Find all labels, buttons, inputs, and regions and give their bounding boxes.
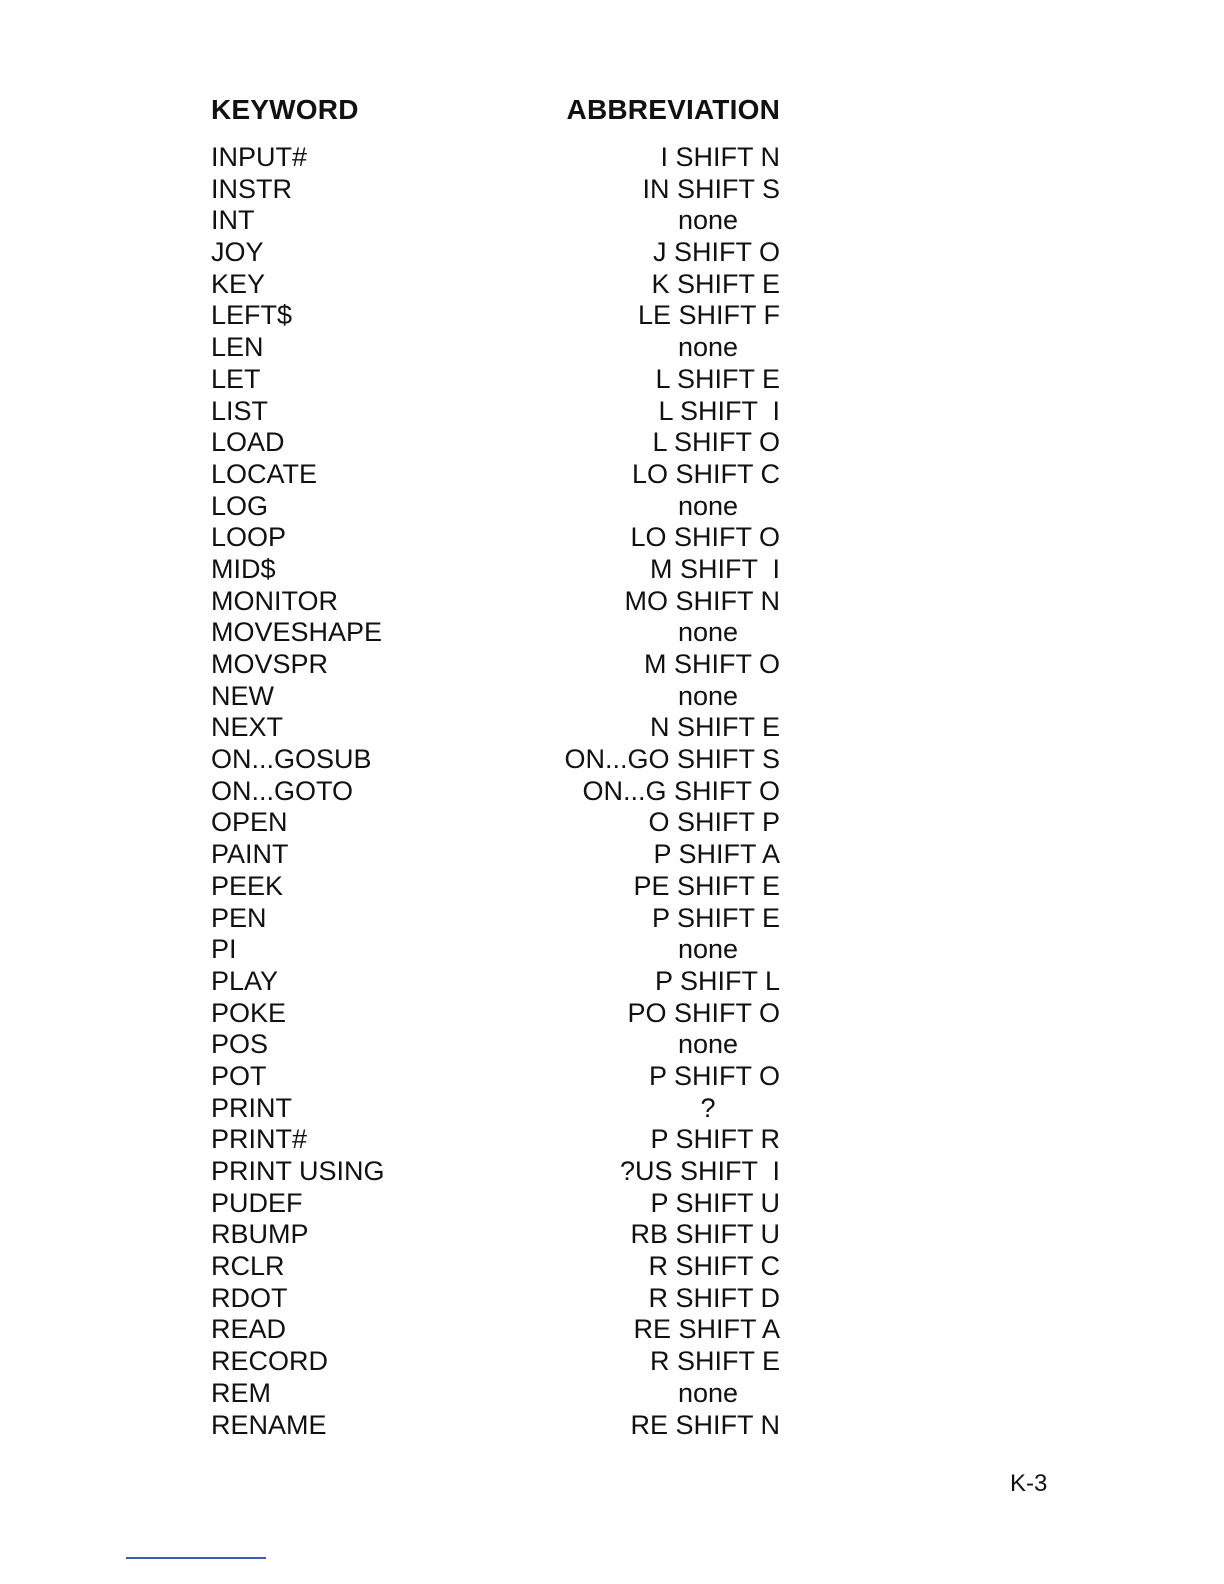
table-row (0, 364, 1224, 396)
abbreviation-cell: none (677, 1377, 739, 1408)
abbreviation-cell: P SHIFT E (651, 902, 780, 933)
abbreviation-cell: none (677, 934, 739, 965)
table-row (0, 459, 1224, 491)
abbreviation-cell: IN SHIFT S (642, 173, 780, 204)
table-row (0, 237, 1224, 269)
keyword-cell: POS (211, 1029, 269, 1060)
keyword-cell: OPEN (211, 807, 288, 838)
abbreviation-cell: LE SHIFT F (637, 300, 780, 331)
abbreviation-cell: PE SHIFT E (633, 870, 780, 901)
abbreviation-cell: ?US SHIFT I (619, 1156, 780, 1186)
footer-rule (126, 1557, 266, 1559)
table-row (0, 142, 1224, 174)
abbreviation-cell: R SHIFT E (649, 1346, 780, 1377)
abbreviation-cell: LO SHIFT O (630, 522, 780, 553)
keyword-cell: INPUT# (211, 142, 308, 172)
table-row (0, 1378, 1224, 1410)
table-row (0, 174, 1224, 206)
table-row (0, 1314, 1224, 1346)
table-row (0, 1410, 1224, 1442)
keyword-cell: REM (211, 1377, 271, 1408)
keyword-cell: INT (211, 205, 255, 236)
keyword-cell: PRINT# (211, 1124, 308, 1155)
table-row (0, 332, 1224, 364)
abbreviation-cell: none (677, 332, 739, 363)
abbreviation-cell: none (677, 205, 739, 236)
abbreviation-cell: LO SHIFT C (631, 458, 780, 489)
keyword-cell: RBUMP (211, 1219, 309, 1250)
table-row (0, 1219, 1224, 1251)
abbreviation-cell: J SHIFT O (652, 237, 780, 268)
table-row (0, 1156, 1224, 1188)
table-row (0, 681, 1224, 713)
table-row (0, 998, 1224, 1030)
keyword-cell: PEN (211, 902, 267, 933)
abbreviation-cell: R SHIFT C (648, 1251, 780, 1282)
abbreviation-cell: ? (700, 1092, 716, 1123)
abbreviation-cell: ON...GO SHIFT S (564, 744, 780, 775)
abbreviation-cell: none (677, 680, 739, 711)
page-number: K-3 (1010, 1470, 1048, 1497)
keyword-cell: MOVSPR (211, 649, 329, 679)
abbreviation-cell: P SHIFT O (648, 1060, 780, 1091)
abbreviation-cell: O SHIFT P (648, 807, 780, 838)
table-row (0, 1061, 1224, 1093)
abbreviation-cell: RE SHIFT A (633, 1314, 780, 1345)
keyword-cell: JOY (211, 237, 264, 268)
table-row (0, 617, 1224, 649)
abbreviation-cell: L SHIFT O (652, 427, 780, 458)
table-row (0, 649, 1224, 681)
keyword-cell: READ (211, 1314, 287, 1345)
abbreviation-cell: RB SHIFT U (630, 1219, 780, 1250)
table-row (0, 205, 1224, 237)
table-row (0, 1283, 1224, 1315)
abbreviation-cell: I SHIFT N (660, 142, 780, 172)
table-row (0, 966, 1224, 998)
abbreviation-cell: R SHIFT D (648, 1282, 780, 1313)
keyword-cell: KEY (211, 268, 266, 299)
abbreviation-cell: L SHIFT I (658, 395, 780, 426)
keyword-cell: RENAME (211, 1409, 327, 1440)
keyword-cell: PEEK (211, 870, 284, 901)
abbreviation-column-header: ABBREVIATION (566, 94, 780, 125)
keyword-cell: POT (211, 1060, 267, 1091)
abbreviation-cell: P SHIFT L (654, 965, 780, 996)
abbreviation-cell: RE SHIFT N (630, 1409, 780, 1440)
abbreviation-cell: P SHIFT R (650, 1124, 780, 1155)
keyword-cell: PAINT (211, 839, 289, 870)
abbreviation-cell: K SHIFT E (651, 268, 780, 299)
abbreviation-cell: M SHIFT I (649, 553, 780, 584)
table-row (0, 871, 1224, 903)
keyword-cell: NEW (211, 680, 274, 711)
abbreviation-cell: ON...G SHIFT O (582, 775, 780, 806)
keyword-cell: LEFT$ (211, 300, 293, 331)
table-row (0, 1093, 1224, 1125)
keyword-cell: NEXT (211, 712, 284, 743)
table-row (0, 491, 1224, 523)
keyword-cell: PLAY (211, 965, 279, 996)
keyword-cell: PI (211, 934, 237, 965)
table-row (0, 1251, 1224, 1283)
table-row (0, 839, 1224, 871)
table-row (0, 554, 1224, 586)
keyword-cell: INSTR (211, 173, 292, 204)
keyword-cell: ON...GOSUB (211, 744, 372, 775)
keyword-cell: PRINT USING (211, 1156, 385, 1186)
keyword-cell: LOAD (211, 427, 285, 458)
table-row (0, 744, 1224, 776)
table-row (0, 586, 1224, 618)
keyword-cell: ON...GOTO (211, 775, 354, 806)
keyword-cell: RECORD (211, 1346, 329, 1377)
table-row (0, 776, 1224, 808)
keyword-cell: MOVESHAPE (211, 617, 383, 648)
table-row (0, 903, 1224, 935)
abbreviation-cell: none (677, 1029, 739, 1060)
abbreviation-cell: P SHIFT A (653, 839, 780, 870)
table-row (0, 396, 1224, 428)
keyword-cell: PRINT (211, 1092, 292, 1123)
keyword-cell: POKE (211, 997, 287, 1028)
abbreviation-cell: none (677, 617, 739, 648)
keyword-table (0, 142, 1224, 1441)
keyword-cell: LOG (211, 490, 269, 521)
keyword-column-header: KEYWORD (211, 94, 359, 125)
keyword-cell: MID$ (211, 553, 276, 584)
keyword-cell: RCLR (211, 1251, 285, 1282)
keyword-cell: MONITOR (211, 585, 338, 616)
table-row (0, 522, 1224, 554)
keyword-cell: LIST (211, 395, 269, 426)
table-row (0, 1124, 1224, 1156)
table-row (0, 300, 1224, 332)
keyword-cell: PUDEF (211, 1187, 303, 1218)
table-row (0, 1188, 1224, 1220)
abbreviation-cell: M SHIFT O (643, 649, 780, 679)
abbreviation-cell: N SHIFT E (649, 712, 780, 743)
keyword-cell: LEN (211, 332, 264, 363)
keyword-cell: LOCATE (211, 458, 318, 489)
abbreviation-cell: none (677, 490, 739, 521)
table-row (0, 934, 1224, 966)
table-row (0, 1029, 1224, 1061)
abbreviation-cell: PO SHIFT O (627, 997, 780, 1028)
keyword-cell: RDOT (211, 1282, 288, 1313)
table-row (0, 807, 1224, 839)
abbreviation-cell: P SHIFT U (650, 1187, 780, 1218)
table-row (0, 712, 1224, 744)
abbreviation-cell: MO SHIFT N (624, 585, 780, 616)
table-row (0, 1346, 1224, 1378)
table-row (0, 269, 1224, 301)
keyword-cell: LOOP (211, 522, 287, 553)
keyword-cell: LET (211, 363, 261, 394)
table-row (0, 427, 1224, 459)
abbreviation-cell: L SHIFT E (655, 363, 780, 394)
